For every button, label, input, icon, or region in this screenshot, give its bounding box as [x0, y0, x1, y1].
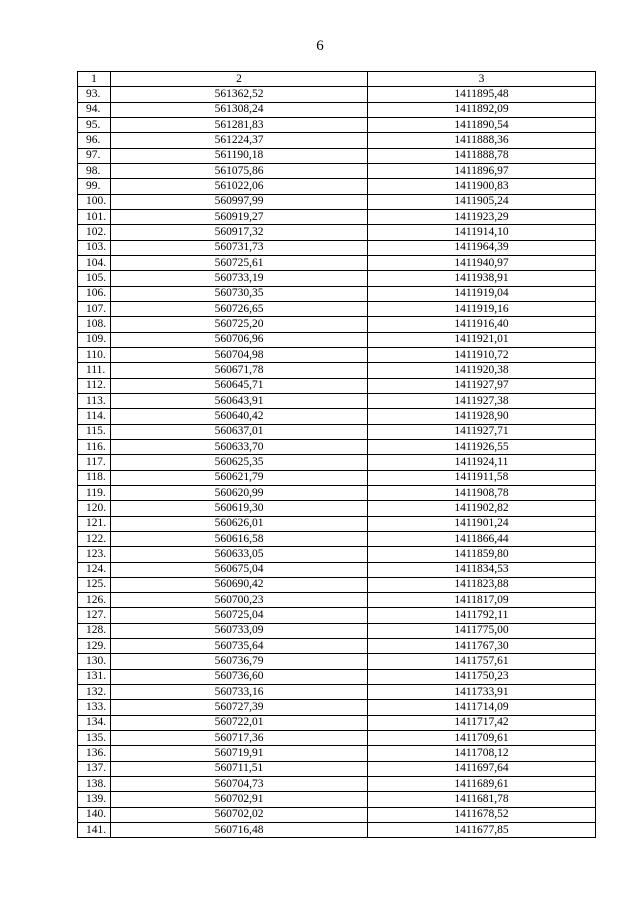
- y-coordinate-cell: 1411900,83: [368, 179, 596, 194]
- table-row: [78, 102, 596, 117]
- x-coordinate-cell: 560633,70: [111, 439, 368, 454]
- x-coordinate-cell: 561224,37: [111, 133, 368, 148]
- table-row: [78, 807, 596, 822]
- table-row: [78, 608, 596, 623]
- table-row: [78, 501, 596, 516]
- table-row: [78, 117, 596, 132]
- table-row: [78, 317, 596, 332]
- x-coordinate-cell: 560643,91: [111, 393, 368, 408]
- row-index-cell: 100.: [78, 194, 111, 209]
- table-row: [78, 654, 596, 669]
- table-row: [78, 133, 596, 148]
- x-coordinate-cell: 560702,91: [111, 792, 368, 807]
- x-coordinate-cell: 560716,48: [111, 823, 368, 838]
- table-row: [78, 593, 596, 608]
- row-index-cell: 123.: [78, 547, 111, 562]
- row-index-cell: 102.: [78, 225, 111, 240]
- x-coordinate-cell: 560620,99: [111, 485, 368, 500]
- y-coordinate-cell: 1411866,44: [368, 531, 596, 546]
- table-row: [78, 271, 596, 286]
- table-row: [78, 516, 596, 531]
- row-index-cell: 124.: [78, 562, 111, 577]
- y-coordinate-cell: 1411916,40: [368, 317, 596, 332]
- x-coordinate-cell: 560726,65: [111, 301, 368, 316]
- row-index-cell: 114.: [78, 409, 111, 424]
- x-coordinate-cell: 560633,05: [111, 547, 368, 562]
- table-row: [78, 378, 596, 393]
- y-coordinate-cell: 1411938,91: [368, 271, 596, 286]
- x-coordinate-cell: 560706,96: [111, 332, 368, 347]
- table-row: [78, 240, 596, 255]
- table-row: [78, 639, 596, 654]
- table-row: [78, 470, 596, 485]
- y-coordinate-cell: 1411926,55: [368, 439, 596, 454]
- x-coordinate-cell: 560671,78: [111, 363, 368, 378]
- y-coordinate-cell: 1411964,39: [368, 240, 596, 255]
- header-row: [78, 72, 596, 87]
- y-coordinate-cell: 1411708,12: [368, 746, 596, 761]
- x-coordinate-cell: 560626,01: [111, 516, 368, 531]
- table-row: [78, 87, 596, 102]
- x-coordinate-cell: 561075,86: [111, 163, 368, 178]
- row-index-cell: 121.: [78, 516, 111, 531]
- x-coordinate-cell: 560733,19: [111, 271, 368, 286]
- row-index-cell: 132.: [78, 685, 111, 700]
- row-index-cell: 105.: [78, 271, 111, 286]
- row-index-cell: 108.: [78, 317, 111, 332]
- table-row: [78, 347, 596, 362]
- table-row: [78, 669, 596, 684]
- row-index-cell: 116.: [78, 439, 111, 454]
- y-coordinate-cell: 1411908,78: [368, 485, 596, 500]
- row-index-cell: 129.: [78, 639, 111, 654]
- row-index-cell: 115.: [78, 424, 111, 439]
- row-index-cell: 97.: [78, 148, 111, 163]
- row-index-cell: 112.: [78, 378, 111, 393]
- coordinates-table: [77, 71, 596, 838]
- x-coordinate-cell: 560719,91: [111, 746, 368, 761]
- table-row: [78, 731, 596, 746]
- row-index-cell: 119.: [78, 485, 111, 500]
- table-row: [78, 547, 596, 562]
- row-index-cell: 128.: [78, 623, 111, 638]
- table-row: [78, 792, 596, 807]
- x-coordinate-cell: 560735,64: [111, 639, 368, 654]
- x-coordinate-cell: 561022,06: [111, 179, 368, 194]
- row-index-cell: 94.: [78, 102, 111, 117]
- x-coordinate-cell: 560704,98: [111, 347, 368, 362]
- row-index-cell: 110.: [78, 347, 111, 362]
- x-coordinate-cell: 560717,36: [111, 731, 368, 746]
- y-coordinate-cell: 1411927,97: [368, 378, 596, 393]
- y-coordinate-cell: 1411914,10: [368, 225, 596, 240]
- column-header-x: 2: [111, 72, 368, 87]
- x-coordinate-cell: 560640,42: [111, 409, 368, 424]
- row-index-cell: 117.: [78, 455, 111, 470]
- table-row: [78, 623, 596, 638]
- table-row: [78, 746, 596, 761]
- table-row: [78, 485, 596, 500]
- table-row: [78, 332, 596, 347]
- x-coordinate-cell: 561190,18: [111, 148, 368, 163]
- x-coordinate-cell: 560704,73: [111, 777, 368, 792]
- x-coordinate-cell: 560733,16: [111, 685, 368, 700]
- x-coordinate-cell: 560736,79: [111, 654, 368, 669]
- row-index-cell: 118.: [78, 470, 111, 485]
- row-index-cell: 93.: [78, 87, 111, 102]
- y-coordinate-cell: 1411750,23: [368, 669, 596, 684]
- x-coordinate-cell: 560645,71: [111, 378, 368, 393]
- x-coordinate-cell: 560690,42: [111, 577, 368, 592]
- row-index-cell: 107.: [78, 301, 111, 316]
- x-coordinate-cell: 560997,99: [111, 194, 368, 209]
- table-row: [78, 225, 596, 240]
- y-coordinate-cell: 1411910,72: [368, 347, 596, 362]
- y-coordinate-cell: 1411901,24: [368, 516, 596, 531]
- x-coordinate-cell: 560731,73: [111, 240, 368, 255]
- x-coordinate-cell: 560675,04: [111, 562, 368, 577]
- y-coordinate-cell: 1411681,78: [368, 792, 596, 807]
- y-coordinate-cell: 1411717,42: [368, 715, 596, 730]
- x-coordinate-cell: 561362,52: [111, 87, 368, 102]
- row-index-cell: 130.: [78, 654, 111, 669]
- y-coordinate-cell: 1411924,11: [368, 455, 596, 470]
- x-coordinate-cell: 560616,58: [111, 531, 368, 546]
- row-index-cell: 140.: [78, 807, 111, 822]
- y-coordinate-cell: 1411714,09: [368, 700, 596, 715]
- y-coordinate-cell: 1411920,38: [368, 363, 596, 378]
- y-coordinate-cell: 1411923,29: [368, 209, 596, 224]
- x-coordinate-cell: 560722,01: [111, 715, 368, 730]
- row-index-cell: 95.: [78, 117, 111, 132]
- x-coordinate-cell: 560919,27: [111, 209, 368, 224]
- x-coordinate-cell: 560725,20: [111, 317, 368, 332]
- table-row: [78, 577, 596, 592]
- x-coordinate-cell: 560619,30: [111, 501, 368, 516]
- y-coordinate-cell: 1411940,97: [368, 255, 596, 270]
- y-coordinate-cell: 1411921,01: [368, 332, 596, 347]
- row-index-cell: 131.: [78, 669, 111, 684]
- row-index-cell: 135.: [78, 731, 111, 746]
- table-row: [78, 209, 596, 224]
- table-row: [78, 286, 596, 301]
- row-index-cell: 137.: [78, 761, 111, 776]
- x-coordinate-cell: 560727,39: [111, 700, 368, 715]
- table-row: [78, 455, 596, 470]
- column-header-y: 3: [368, 72, 596, 87]
- y-coordinate-cell: 1411902,82: [368, 501, 596, 516]
- row-index-cell: 138.: [78, 777, 111, 792]
- y-coordinate-cell: 1411697,64: [368, 761, 596, 776]
- row-index-cell: 125.: [78, 577, 111, 592]
- y-coordinate-cell: 1411677,85: [368, 823, 596, 838]
- y-coordinate-cell: 1411919,04: [368, 286, 596, 301]
- y-coordinate-cell: 1411905,24: [368, 194, 596, 209]
- x-coordinate-cell: 560733,09: [111, 623, 368, 638]
- row-index-cell: 106.: [78, 286, 111, 301]
- y-coordinate-cell: 1411888,78: [368, 148, 596, 163]
- x-coordinate-cell: 560625,35: [111, 455, 368, 470]
- table-row: [78, 363, 596, 378]
- y-coordinate-cell: 1411927,38: [368, 393, 596, 408]
- row-index-cell: 96.: [78, 133, 111, 148]
- row-index-cell: 141.: [78, 823, 111, 838]
- row-index-cell: 120.: [78, 501, 111, 516]
- table-row: [78, 715, 596, 730]
- x-coordinate-cell: 560637,01: [111, 424, 368, 439]
- y-coordinate-cell: 1411890,54: [368, 117, 596, 132]
- x-coordinate-cell: 560736,60: [111, 669, 368, 684]
- y-coordinate-cell: 1411678,52: [368, 807, 596, 822]
- x-coordinate-cell: 560917,32: [111, 225, 368, 240]
- y-coordinate-cell: 1411757,61: [368, 654, 596, 669]
- x-coordinate-cell: 560730,35: [111, 286, 368, 301]
- row-index-cell: 127.: [78, 608, 111, 623]
- row-index-cell: 101.: [78, 209, 111, 224]
- row-index-cell: 99.: [78, 179, 111, 194]
- x-coordinate-cell: 560711,51: [111, 761, 368, 776]
- row-index-cell: 113.: [78, 393, 111, 408]
- table-row: [78, 393, 596, 408]
- y-coordinate-cell: 1411888,36: [368, 133, 596, 148]
- row-index-cell: 109.: [78, 332, 111, 347]
- y-coordinate-cell: 1411733,91: [368, 685, 596, 700]
- table-body: [78, 87, 596, 838]
- column-header-index: 1: [78, 72, 111, 87]
- row-index-cell: 133.: [78, 700, 111, 715]
- x-coordinate-cell: 561308,24: [111, 102, 368, 117]
- x-coordinate-cell: 560725,04: [111, 608, 368, 623]
- table-row: [78, 685, 596, 700]
- row-index-cell: 139.: [78, 792, 111, 807]
- row-index-cell: 104.: [78, 255, 111, 270]
- table-row: [78, 439, 596, 454]
- row-index-cell: 134.: [78, 715, 111, 730]
- y-coordinate-cell: 1411709,61: [368, 731, 596, 746]
- table-row: [78, 562, 596, 577]
- table-row: [78, 194, 596, 209]
- y-coordinate-cell: 1411892,09: [368, 102, 596, 117]
- table-row: [78, 163, 596, 178]
- row-index-cell: 136.: [78, 746, 111, 761]
- x-coordinate-cell: 560725,61: [111, 255, 368, 270]
- table-row: [78, 777, 596, 792]
- y-coordinate-cell: 1411823,88: [368, 577, 596, 592]
- y-coordinate-cell: 1411767,30: [368, 639, 596, 654]
- row-index-cell: 111.: [78, 363, 111, 378]
- table-row: [78, 301, 596, 316]
- y-coordinate-cell: 1411689,61: [368, 777, 596, 792]
- x-coordinate-cell: 560700,23: [111, 593, 368, 608]
- y-coordinate-cell: 1411896,97: [368, 163, 596, 178]
- y-coordinate-cell: 1411834,53: [368, 562, 596, 577]
- table-row: [78, 823, 596, 838]
- table-row: [78, 761, 596, 776]
- table-row: [78, 700, 596, 715]
- row-index-cell: 103.: [78, 240, 111, 255]
- table-header: [78, 72, 596, 87]
- y-coordinate-cell: 1411895,48: [368, 87, 596, 102]
- table-row: [78, 424, 596, 439]
- x-coordinate-cell: 560621,79: [111, 470, 368, 485]
- table-row: [78, 531, 596, 546]
- y-coordinate-cell: 1411792,11: [368, 608, 596, 623]
- row-index-cell: 98.: [78, 163, 111, 178]
- table-row: [78, 255, 596, 270]
- y-coordinate-cell: 1411817,09: [368, 593, 596, 608]
- y-coordinate-cell: 1411919,16: [368, 301, 596, 316]
- table-row: [78, 179, 596, 194]
- y-coordinate-cell: 1411911,58: [368, 470, 596, 485]
- x-coordinate-cell: 560702,02: [111, 807, 368, 822]
- row-index-cell: 122.: [78, 531, 111, 546]
- page-number: 6: [316, 38, 324, 54]
- y-coordinate-cell: 1411927,71: [368, 424, 596, 439]
- table-row: [78, 409, 596, 424]
- y-coordinate-cell: 1411775,00: [368, 623, 596, 638]
- table-row: [78, 148, 596, 163]
- x-coordinate-cell: 561281,83: [111, 117, 368, 132]
- y-coordinate-cell: 1411928,90: [368, 409, 596, 424]
- y-coordinate-cell: 1411859,80: [368, 547, 596, 562]
- row-index-cell: 126.: [78, 593, 111, 608]
